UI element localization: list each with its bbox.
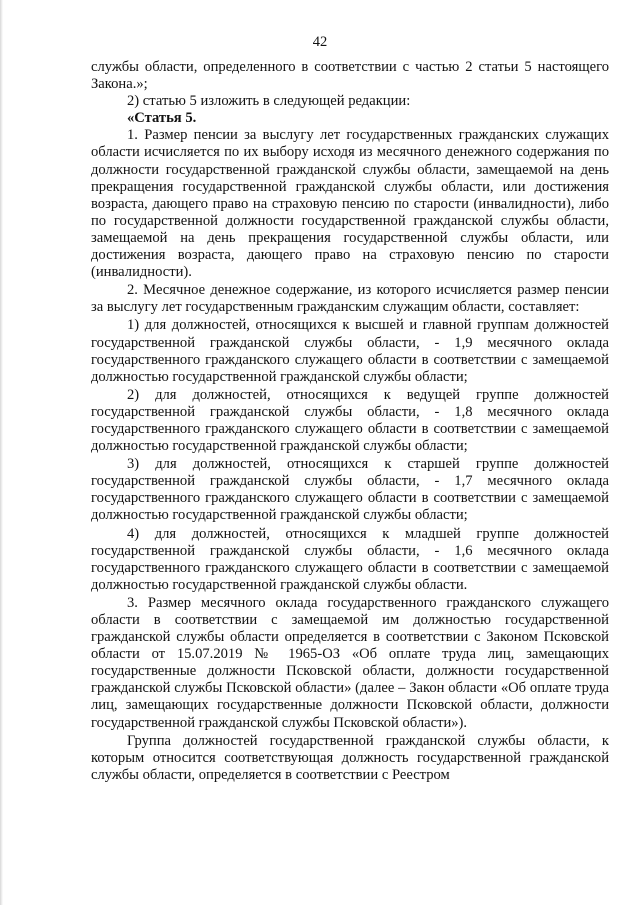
document-body <box>91 59 609 784</box>
paragraph-group: Группа должностей государственной гражданской службы области, к которым относится соответствующая должность государственной гражданской службы области, определяется в соответствии с Реестром <box>91 732 609 783</box>
article-heading: «Статья 5. <box>127 110 197 127</box>
paragraph-part-3: 3. Размер месячного оклада государственного гражданского служащего области в соответствии с замещаемой им должностью государственной гражданской службы области определяется в соответствии с Законом Псковской области от 15.07.2019 № 1965-ОЗ «Об оплате труда лиц, замещающих государственные должности Псковской области, должности государственной гражданской службы Псковской области» (далее – Закон области «Об оплате труда лиц, замещающих государственные должности Псковской области, должности государственной гражданской службы Псковской области»). <box>91 594 609 731</box>
page-number: 42 <box>312 34 328 50</box>
paragraph-part-2: 2. Месячное денежное содержание, из которого исчисляется размер пенсии за выслугу лет государственным гражданским служащим области, составляет: <box>91 282 609 316</box>
list-item-1: 1) для должностей, относящихся к высшей и главной группам должностей государственной гражданской службы области, - 1,9 месячного оклада государственного гражданского служащего области в соответствии с замещаемой должностью государственной гражданской службы области; <box>91 317 609 385</box>
list-item-2: 2) для должностей, относящихся к ведущей группе должностей государственной гражданской службы области, - 1,8 месячного оклада государственного гражданского служащего области в соответствии с замещаемой должностью государственной гражданской службы области; <box>91 386 609 455</box>
scan-edge <box>0 0 3 905</box>
paragraph-amendment-item: 2) статью 5 изложить в следующей редакции: <box>127 93 411 110</box>
list-item-3: 3) для должностей, относящихся к старшей группе должностей государственной гражданской службы области, - 1,7 месячного оклада государственного гражданского служащего области в соответствии с замещаемой должностью государственной гражданской службы области; <box>91 456 609 524</box>
paragraph-continuation: службы области, определенного в соответствии с частью 2 статьи 5 настоящего Закона.»; <box>91 59 609 93</box>
list-item-4: 4) для должностей, относящихся к младшей группе должностей государственной гражданской службы области, - 1,6 месячного оклада государственного гражданского служащего области в соответствии с замещаемой должностью государственной гражданской службы области. <box>91 525 609 593</box>
paragraph-part-1: 1. Размер пенсии за выслугу лет государственных гражданских служащих области исчисляется по их выбору исходя из месячного денежного содержания по должности государственной гражданской службы области, замещаемой на день прекращения государственной гражданской службы области, или достижения возраста, дающего право на страховую пенсию по старости (инвалидности), либо по государственной должности государственной гражданской службы области, замещаемой на день прекращения государственной службы области, или достижения возраста, дающего право на страховую пенсию по старости (инвалидности). <box>91 127 609 281</box>
